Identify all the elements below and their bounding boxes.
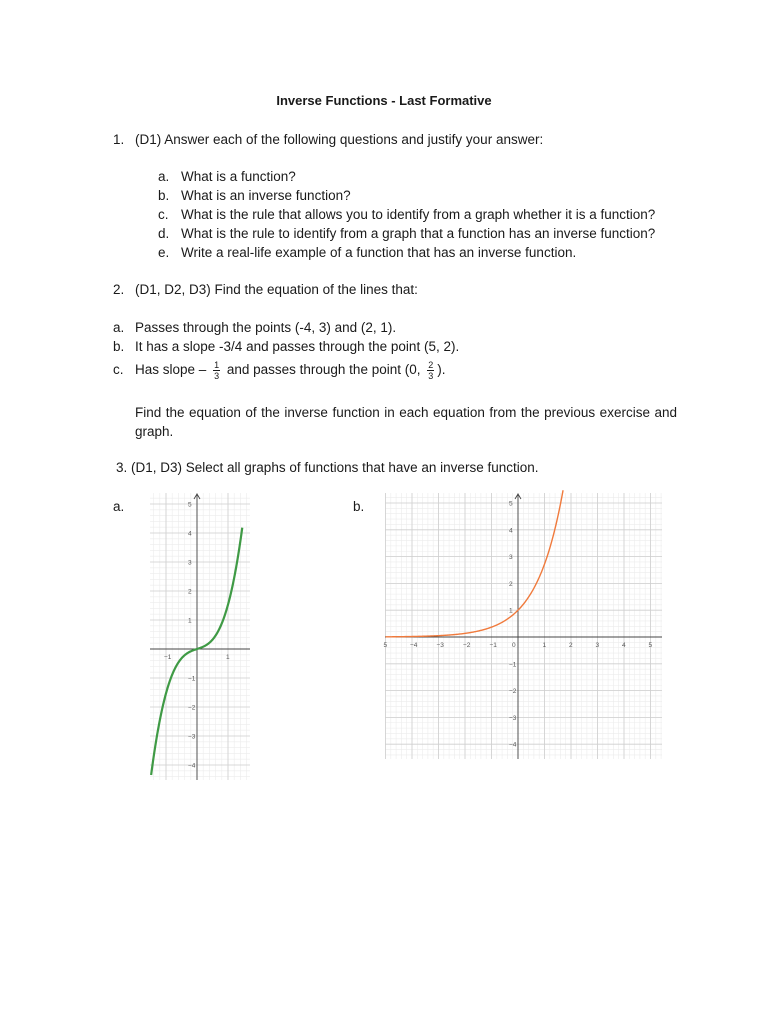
question-2-number: 2. [113,282,125,297]
graph-b [385,493,662,759]
fraction-one-third [213,360,220,381]
y-tick-label: −2 [188,704,196,712]
y-tick-label: −4 [509,741,517,749]
fraction-numerator: 2 [428,359,434,370]
q2-item-c-pre: Has slope – [135,362,207,377]
x-tick-label: 3 [595,642,600,649]
y-tick-label: 5 [509,500,513,508]
x-tick-label: 5 [383,642,388,649]
x-tick-label: −1 [164,654,172,661]
q2-item-a-letter: a. [113,320,125,335]
q2-item-c-text [135,355,446,385]
q1-item-c-letter: c. [158,207,169,222]
q2-follow-up: Find the equation of the inverse function in each equation from the previous exercise and graph. [135,405,677,439]
question-3-prompt: 3. (D1, D3) Select all graphs of functions that have an inverse function. [116,460,539,475]
q1-item-d-letter: d. [158,226,170,241]
q2-item-b-letter: b. [113,339,125,354]
x-tick-label: −4 [410,642,418,649]
y-tick-label: 4 [509,527,513,535]
q1-item-b-letter: b. [158,188,170,203]
fraction-numerator: 1 [214,359,220,370]
graph-a-axes [150,494,250,780]
y-tick-label: 2 [509,580,513,588]
y-tick-label: −1 [188,675,196,683]
graph-b-grid [385,493,662,759]
y-tick-label: 2 [188,588,192,596]
q2-item-c-post: ). [437,362,446,377]
y-tick-label: 3 [188,559,192,567]
graph-a-label: a. [113,499,125,514]
y-tick-label: −3 [509,714,517,722]
x-tick-label: 2 [569,642,573,649]
q2-item-c-letter: c. [113,362,124,377]
graph-a [150,493,250,780]
x-tick-label: 1 [542,642,547,649]
y-tick-label: 3 [509,554,513,562]
page-title: Inverse Functions - Last Formative [276,93,492,108]
question-1-prompt: (D1) Answer each of the following questions and justify your answer: [135,132,544,147]
y-tick-label: 1 [509,607,513,615]
x-tick-label: 4 [622,642,626,649]
question-1-number: 1. [113,132,125,147]
y-tick-label: 1 [188,617,192,625]
x-tick-label: −2 [463,642,471,649]
q1-item-a-text: What is a function? [181,169,296,184]
x-tick-label: −1 [489,642,497,649]
fraction-denominator: 3 [428,370,434,381]
q1-item-a-letter: a. [158,169,170,184]
graph-a-grid [150,493,250,780]
q2-item-b-text: It has a slope -3/4 and passes through the point (5, 2). [135,339,460,354]
x-tick-label: 5 [648,642,653,649]
y-tick-label: −2 [509,688,517,696]
y-tick-label: −1 [509,661,517,669]
x-tick-label: 1 [226,654,230,661]
x-tick-label: 0 [512,642,516,649]
q2-item-c-mid: and passes through the point (0, [226,362,421,377]
y-tick-label: 5 [188,501,192,509]
q1-item-e-text: Write a real-life example of a function that has an inverse function. [181,245,577,260]
q1-item-b-text: What is an inverse function? [181,188,351,203]
question-2-prompt: (D1, D2, D3) Find the equation of the lines that: [135,282,418,297]
y-tick-label: 4 [188,530,192,538]
q1-item-c-text: What is the rule that allows you to identify from a graph whether it is a function? [181,207,656,222]
graph-b-label: b. [353,499,365,514]
q2-item-a-text: Passes through the points (-4, 3) and (2, 1). [135,320,397,335]
q1-item-d-text: What is the rule to identify from a graph that a function has an inverse function? [181,226,656,241]
y-tick-label: −3 [188,733,196,741]
fraction-denominator: 3 [214,370,220,381]
x-tick-label: −3 [436,642,444,649]
q1-item-e-letter: e. [158,245,170,260]
y-tick-label: −4 [188,762,196,770]
fraction-two-thirds [427,360,434,381]
